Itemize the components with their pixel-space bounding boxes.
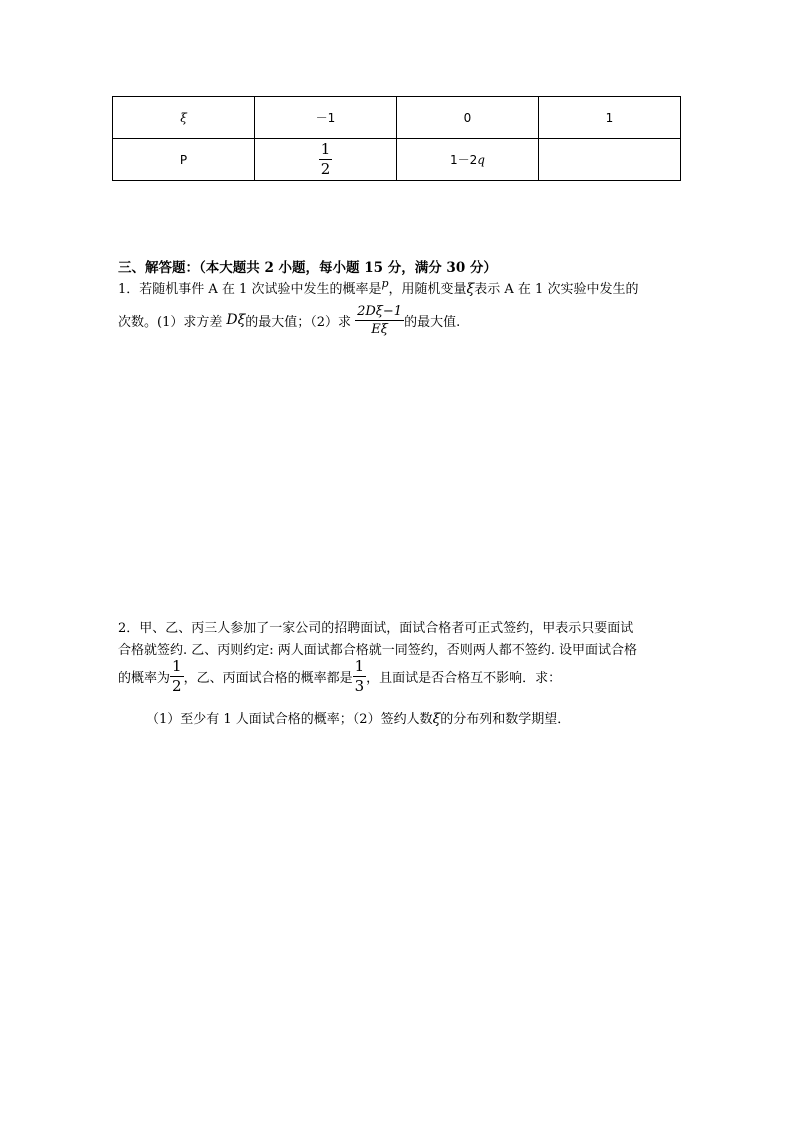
table-cell-p-label: P xyxy=(113,139,255,181)
fraction: $\frac{1}{3}$ xyxy=(354,656,365,695)
table-cell-1: 1 xyxy=(539,97,681,139)
question-1-line-2: 次数。(1）求方差 Dξ 的最大值；（2）求 $\frac{2D\xi-1}{E\xi}$ 的最大值. xyxy=(118,303,461,337)
table-row xyxy=(113,139,681,181)
table-cell-1-2q: 1－2q xyxy=(397,139,539,181)
question-2-line-2: 合格就签约. 乙、丙则约定: 两人面试都合格就一同签约，否则两人都不签约. 设甲面试合格 xyxy=(118,643,638,658)
table-row xyxy=(113,97,681,139)
table-cell-half xyxy=(255,139,397,181)
section-title: 三、解答题：（本大题共 2 小题，每小题 15 分，满分 30 分） xyxy=(118,260,497,276)
variable-xi: ξ xyxy=(432,711,441,727)
question-1-line-1: 1．若随机事件 A 在 1 次试验中发生的概率是$^p$，用随机变量ξ表示 A 在 1 次实验中发生的 xyxy=(118,277,639,297)
variable-p: p xyxy=(381,277,389,290)
fraction: $\frac{1}{2}$ xyxy=(172,656,182,695)
distribution-table xyxy=(112,96,681,181)
table-cell-0: 0 xyxy=(397,97,539,139)
fraction: $\frac{2D\xi-1}{E\xi}$ xyxy=(357,303,403,337)
table-cell-xi: ξ xyxy=(113,97,255,139)
variable-xi: ξ xyxy=(466,281,475,297)
table-cell-neg1: －1 xyxy=(255,97,397,139)
table-cell-empty xyxy=(539,139,681,181)
question-2-line-1: 2．甲、乙、丙三人参加了一家公司的招聘面试，面试合格者可正式签约，甲表示只要面试 xyxy=(118,621,634,636)
fraction: $\frac{1}{2}$ xyxy=(320,140,331,178)
variable-d-xi: Dξ xyxy=(226,312,246,328)
question-2-line-4: （1）至少有 1 人面试合格的概率；（2）签约人数ξ的分布列和数学期望． xyxy=(146,711,571,727)
question-2-line-3: 的概率为 $\frac{1}{2}$ ，乙、丙面试合格的概率都是 $\frac{1}{3}$ ，且面试是否合格互不影响．求： xyxy=(118,656,562,695)
